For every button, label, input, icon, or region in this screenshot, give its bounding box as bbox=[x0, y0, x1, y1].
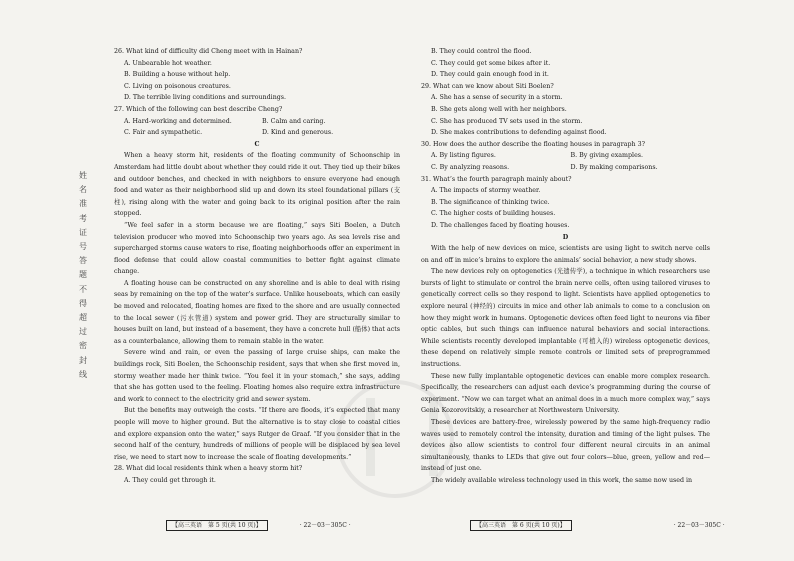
section-heading-d: D bbox=[562, 233, 569, 241]
option: A. The impacts of stormy weather. bbox=[431, 187, 541, 195]
passage-paragraph: The widely available wireless technology used in this work, the same now used in bbox=[431, 476, 693, 484]
margin-char: 超 bbox=[79, 313, 87, 323]
margin-char: 考 bbox=[79, 213, 87, 223]
option: D. They could gain enough food in it. bbox=[431, 71, 549, 79]
margin-char: 得 bbox=[79, 298, 87, 308]
passage-paragraph: “We feel safer in a storm because we are floating,” says Siti Boelen, a Dutch television producer who moved into Schoonschip two years ago. As sea levels rise and supercharged storms cause waters to rise, floating neighborhoods offer an experiment in flood defense that could allow coastal communities to better fight against climate change. bbox=[114, 221, 400, 276]
option: A. Unbearable hot weather. bbox=[124, 59, 212, 67]
question-28-stem: 28. What did local residents think when a heavy storm hit? bbox=[114, 465, 303, 473]
question-29-stem: 29. What can we know about Siti Boelen? bbox=[421, 82, 554, 90]
passage-paragraph: But the benefits may outweigh the costs. “If there are floods, it’s expected that many people will move to higher ground. But the alternative is to stay close to coastal cities and explore expansion onto the water,” says Rutger de Graaf. “If you consider that in the second half of the century, hundreds of millions of people will be displaced by sea level rise, we need to start now to increase the scale of floating developments.” bbox=[114, 407, 400, 461]
page-number-box: 【高三英语 第 5 页(共 10 页)】 bbox=[166, 520, 268, 531]
option: B. The significance of thinking twice. bbox=[431, 198, 550, 206]
margin-char: 线 bbox=[79, 369, 87, 379]
option: A. By listing figures. bbox=[431, 152, 496, 160]
option-row bbox=[421, 162, 710, 174]
margin-char: 答 bbox=[79, 256, 87, 266]
passage-paragraph: These new fully implantable optogenetic devices can enable more complex research. Specifically, the researchers can adjust each device’s programming during the course of experiment. “Now we can target what an animal does in a much more complex way,” says Genia Kozorovitskiy, a researcher at Northwestern University. bbox=[421, 372, 710, 415]
option: B. They could control the flood. bbox=[431, 48, 532, 55]
margin-char: 号 bbox=[79, 242, 87, 252]
margin-char: 封 bbox=[79, 355, 87, 365]
option: D. By making comparisons. bbox=[570, 163, 658, 171]
option: C. Fair and sympathetic. bbox=[124, 129, 203, 137]
question-27-stem: 27. Which of the following can best describe Cheng? bbox=[114, 105, 283, 113]
margin-char: 证 bbox=[79, 227, 87, 237]
binding-margin bbox=[72, 170, 94, 380]
passage-paragraph: These devices are battery-free, wirelessly powered by the same high-frequency radio waves used to remotely control the intensity, duration and timing of the light pulses. The devices also allow scientists to control four different neural circuits in an animal simultaneously, thanks to LEDs that give out four colors—blue, green, yellow and red—instead of just one. bbox=[421, 419, 710, 473]
page-number-box: 【高三英语 第 6 页(共 10 页)】 bbox=[470, 520, 572, 531]
option: A. Hard-working and determined. bbox=[124, 117, 232, 125]
question-31-stem: 31. What’s the fourth paragraph mainly about? bbox=[421, 175, 572, 183]
right-page bbox=[421, 46, 710, 487]
option: D. The terrible living conditions and surroundings. bbox=[124, 94, 287, 102]
option-row bbox=[421, 150, 710, 162]
margin-char: 题 bbox=[79, 270, 87, 280]
option: A. She has a sense of security in a storm. bbox=[431, 94, 563, 102]
right-footer bbox=[470, 520, 725, 529]
option-row bbox=[114, 116, 400, 128]
option: B. She gets along well with her neighbors. bbox=[431, 105, 567, 113]
option: D. Kind and generous. bbox=[262, 129, 334, 137]
passage-paragraph: When a heavy storm hit, residents of the floating community of Schoonschip in Amsterdam had little doubt about whether they could ride it out. They tied up their bikes and outdoor benches, and checked in with neighbors to ensure everyone had enough food and water as their neighborhood slid up and down its steel foundational pillars (支柱), rising along with the water and going back to its original position after the rain stopped. bbox=[114, 152, 400, 218]
option: C. They could get some bikes after it. bbox=[431, 59, 551, 67]
margin-char: 名 bbox=[79, 185, 87, 195]
option: C. The higher costs of building houses. bbox=[431, 210, 556, 218]
margin-char: 姓 bbox=[79, 171, 87, 180]
option: D. The challenges faced by floating houses. bbox=[431, 221, 570, 229]
option: B. Building a house without help. bbox=[124, 71, 231, 79]
option: C. She has produced TV sets used in the storm. bbox=[431, 117, 583, 125]
passage-paragraph: Severe wind and rain, or even the passing of large cruise ships, can make the buildings rock, Siti Boelen, the Schoonschip resident, says that when she first moved in, stormy weather made her think twice. “You feel it in your stomach,” she says, adding that she has gotten used to the feeling. Floating homes also require extra infrastructure and work to connect to the electricity grid and sewer system. bbox=[114, 349, 400, 403]
section-heading-c: C bbox=[254, 140, 260, 148]
margin-char: 不 bbox=[79, 284, 87, 294]
option: C. By analyzing reasons. bbox=[431, 163, 510, 171]
passage-paragraph: A floating house can be constructed on any shoreline and is able to deal with rising seas by remaining on the top of the water’s surface. Unlike houseboats, which can easily be moved and relocated, floating homes are fixed to the shore and are usually connected to the local sewer (污水管道) system and power grid. They are structurally similar to houses built on land, but instead of a basement, they have a concrete hull (船体) that acts as a counterbalance, allowing them to remain stable in the water. bbox=[114, 279, 400, 345]
option: B. Calm and caring. bbox=[262, 117, 326, 125]
left-page bbox=[114, 46, 400, 487]
option: D. She makes contributions to defending against flood. bbox=[431, 129, 607, 137]
margin-char: 准 bbox=[79, 199, 87, 209]
exam-code: · 22－03－305C · bbox=[299, 522, 351, 529]
margin-char: 过 bbox=[79, 327, 87, 337]
option: B. By giving examples. bbox=[570, 152, 644, 160]
question-26-stem: 26. What kind of difficulty did Cheng meet with in Hainan? bbox=[114, 48, 303, 55]
question-30-stem: 30. How does the author describe the floating houses in paragraph 3? bbox=[421, 140, 645, 148]
left-footer bbox=[166, 520, 351, 529]
option: A. They could get through it. bbox=[124, 476, 216, 484]
option-row bbox=[114, 127, 400, 139]
passage-paragraph: With the help of new devices on mice, scientists are using light to switch nerve cells on and off in mice’s brains to explore the animals’ social behavior, a new study shows. bbox=[421, 245, 710, 264]
exam-code: · 22－03－305C · bbox=[673, 522, 725, 529]
option: C. Living on poisonous creatures. bbox=[124, 82, 231, 90]
passage-paragraph: The new devices rely on optogenetics (光遗传学), a technique in which researchers use bursts of light to stimulate or control the brain nerve cells, often using tailored viruses to genetically correct cells so they respond to light. Scientists have applied optogenetics to explore neural (神经的) circuits in mice and other lab animals to come to a conclusion on how they might work in humans. Optogenetic devices often feed light to neurons via fiber optic cables, but such things can influence natural behaviors and social interactions. While scientists recently developed implantable (可植入的) wireless optogenetic devices, these depend on relatively simple remote controls or limited sets of preprogrammed instructions. bbox=[421, 268, 710, 369]
margin-char: 密 bbox=[79, 341, 87, 351]
